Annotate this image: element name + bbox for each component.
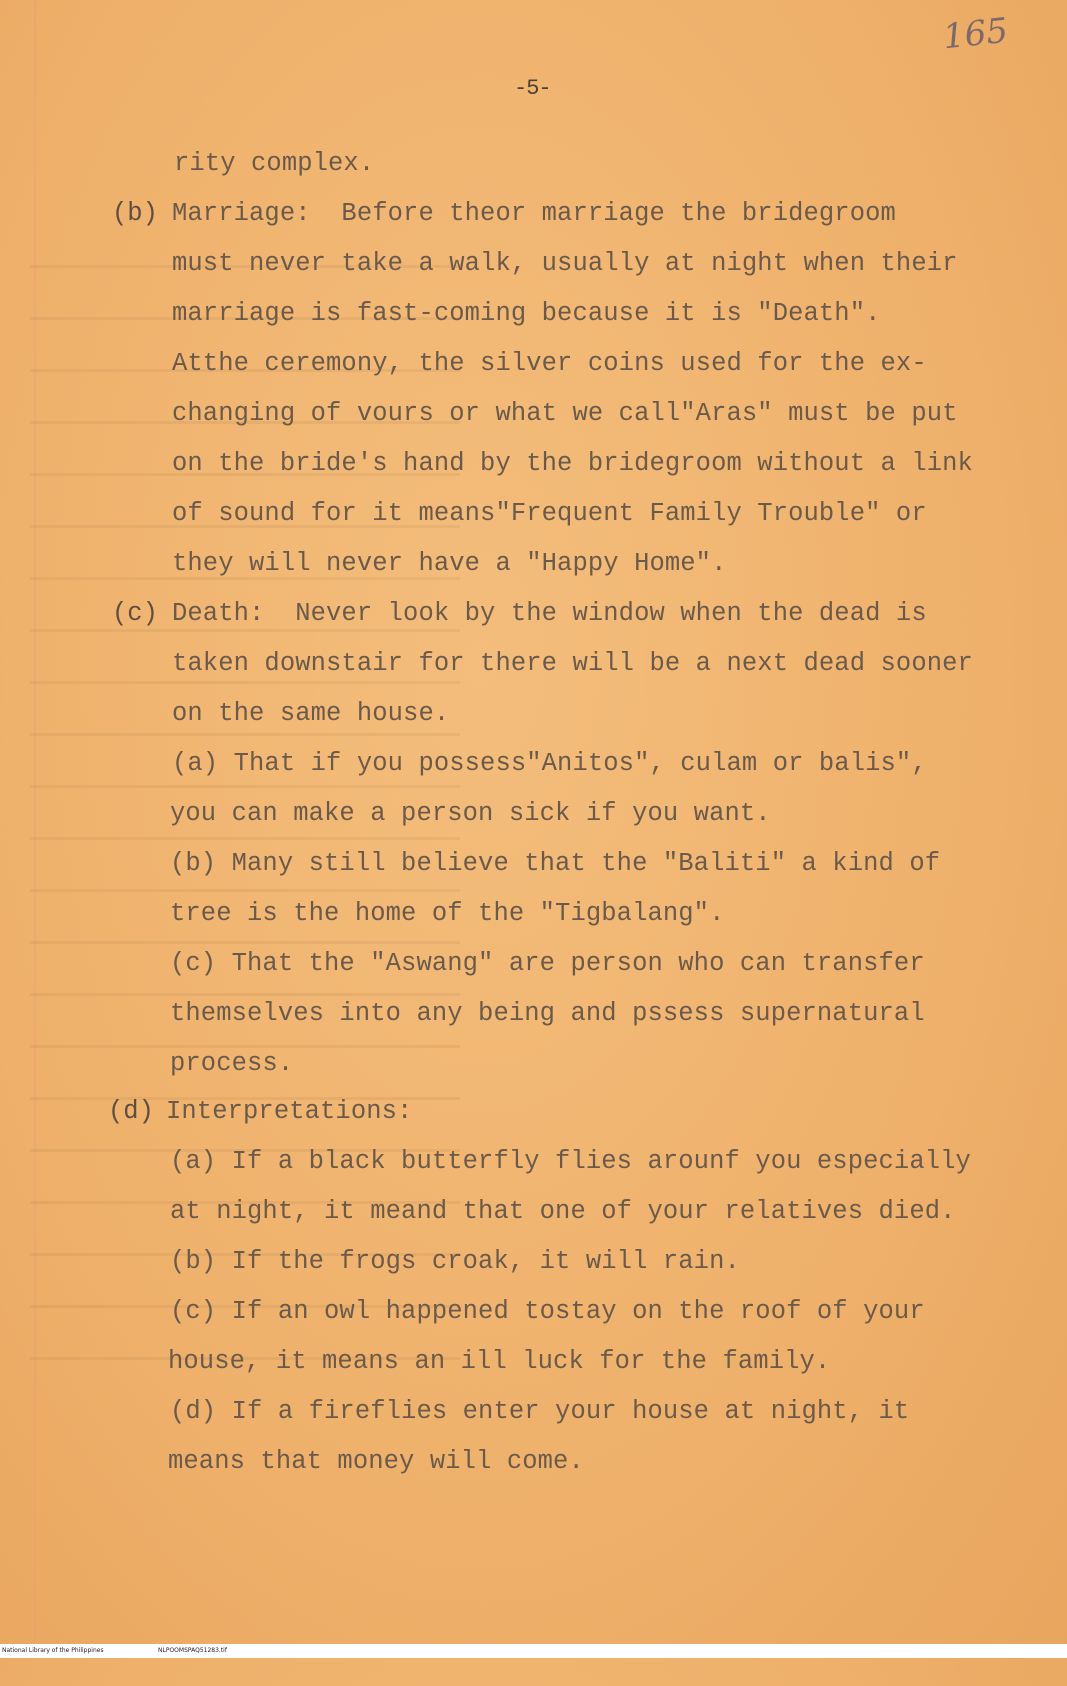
section-label-b: (b) [112,199,158,228]
text-line: (b) Many still believe that the "Baliti" a kind of [170,849,941,878]
text-line: (d) If a fireflies enter your house at night, it [170,1397,910,1426]
text-line: tree is the home of the "Tigbalang". [170,899,725,928]
section-label-c: (c) [112,599,158,628]
section-label-d: (d) [108,1097,154,1126]
text-line: marriage is fast-coming because it is "Death". [172,299,881,328]
text-line: (b) If the frogs croak, it will rain. [170,1247,740,1276]
page-number: -5- [514,76,551,101]
text-line: at night, it meand that one of your relatives died. [170,1197,956,1226]
scan-footer [0,1644,1067,1658]
text-line: (c) If an owl happened tostay on the roof of your [170,1297,925,1326]
text-line: Interpretations: [166,1097,413,1126]
text-line: must never take a walk, usually at night when their [172,249,958,278]
text-line: of sound for it means"Frequent Family Trouble" or [172,499,927,528]
text-line: means that money will come. [168,1447,584,1476]
text-line: you can make a person sick if you want. [170,799,771,828]
text-line: (a) If a black butterfly flies arounf you especially [170,1147,971,1176]
text-line: house, it means an ill luck for the family. [168,1347,831,1376]
text-line: on the same house. [172,699,450,728]
text-line: (c) That the "Aswang" are person who can transfer [170,949,925,978]
text-line: they will never have a "Happy Home". [172,549,727,578]
text-line: Atthe ceremony, the silver coins used for the ex- [172,349,927,378]
text-line: process. [170,1049,294,1078]
text-line: (a) That if you possess"Anitos", culam or balis", [172,749,927,778]
text-line: Marriage: Before theor marriage the bridegroom [172,199,896,228]
text-line: rity complex. [174,149,375,178]
text-line: changing of vours or what we call"Aras" must be put [172,399,958,428]
text-line: Death: Never look by the window when the dead is [172,599,927,628]
handwritten-folio-number: 165 [941,10,1010,58]
footer-library: National Library of the Philippines [2,1647,104,1654]
text-line: themselves into any being and pssess supernatural [170,999,925,1028]
text-line: taken downstair for there will be a next dead sooner [172,649,973,678]
text-line: on the bride's hand by the bridegroom without a link [172,449,973,478]
footer-file-id: NLPOOMSPAQ51283.tif [158,1647,227,1654]
